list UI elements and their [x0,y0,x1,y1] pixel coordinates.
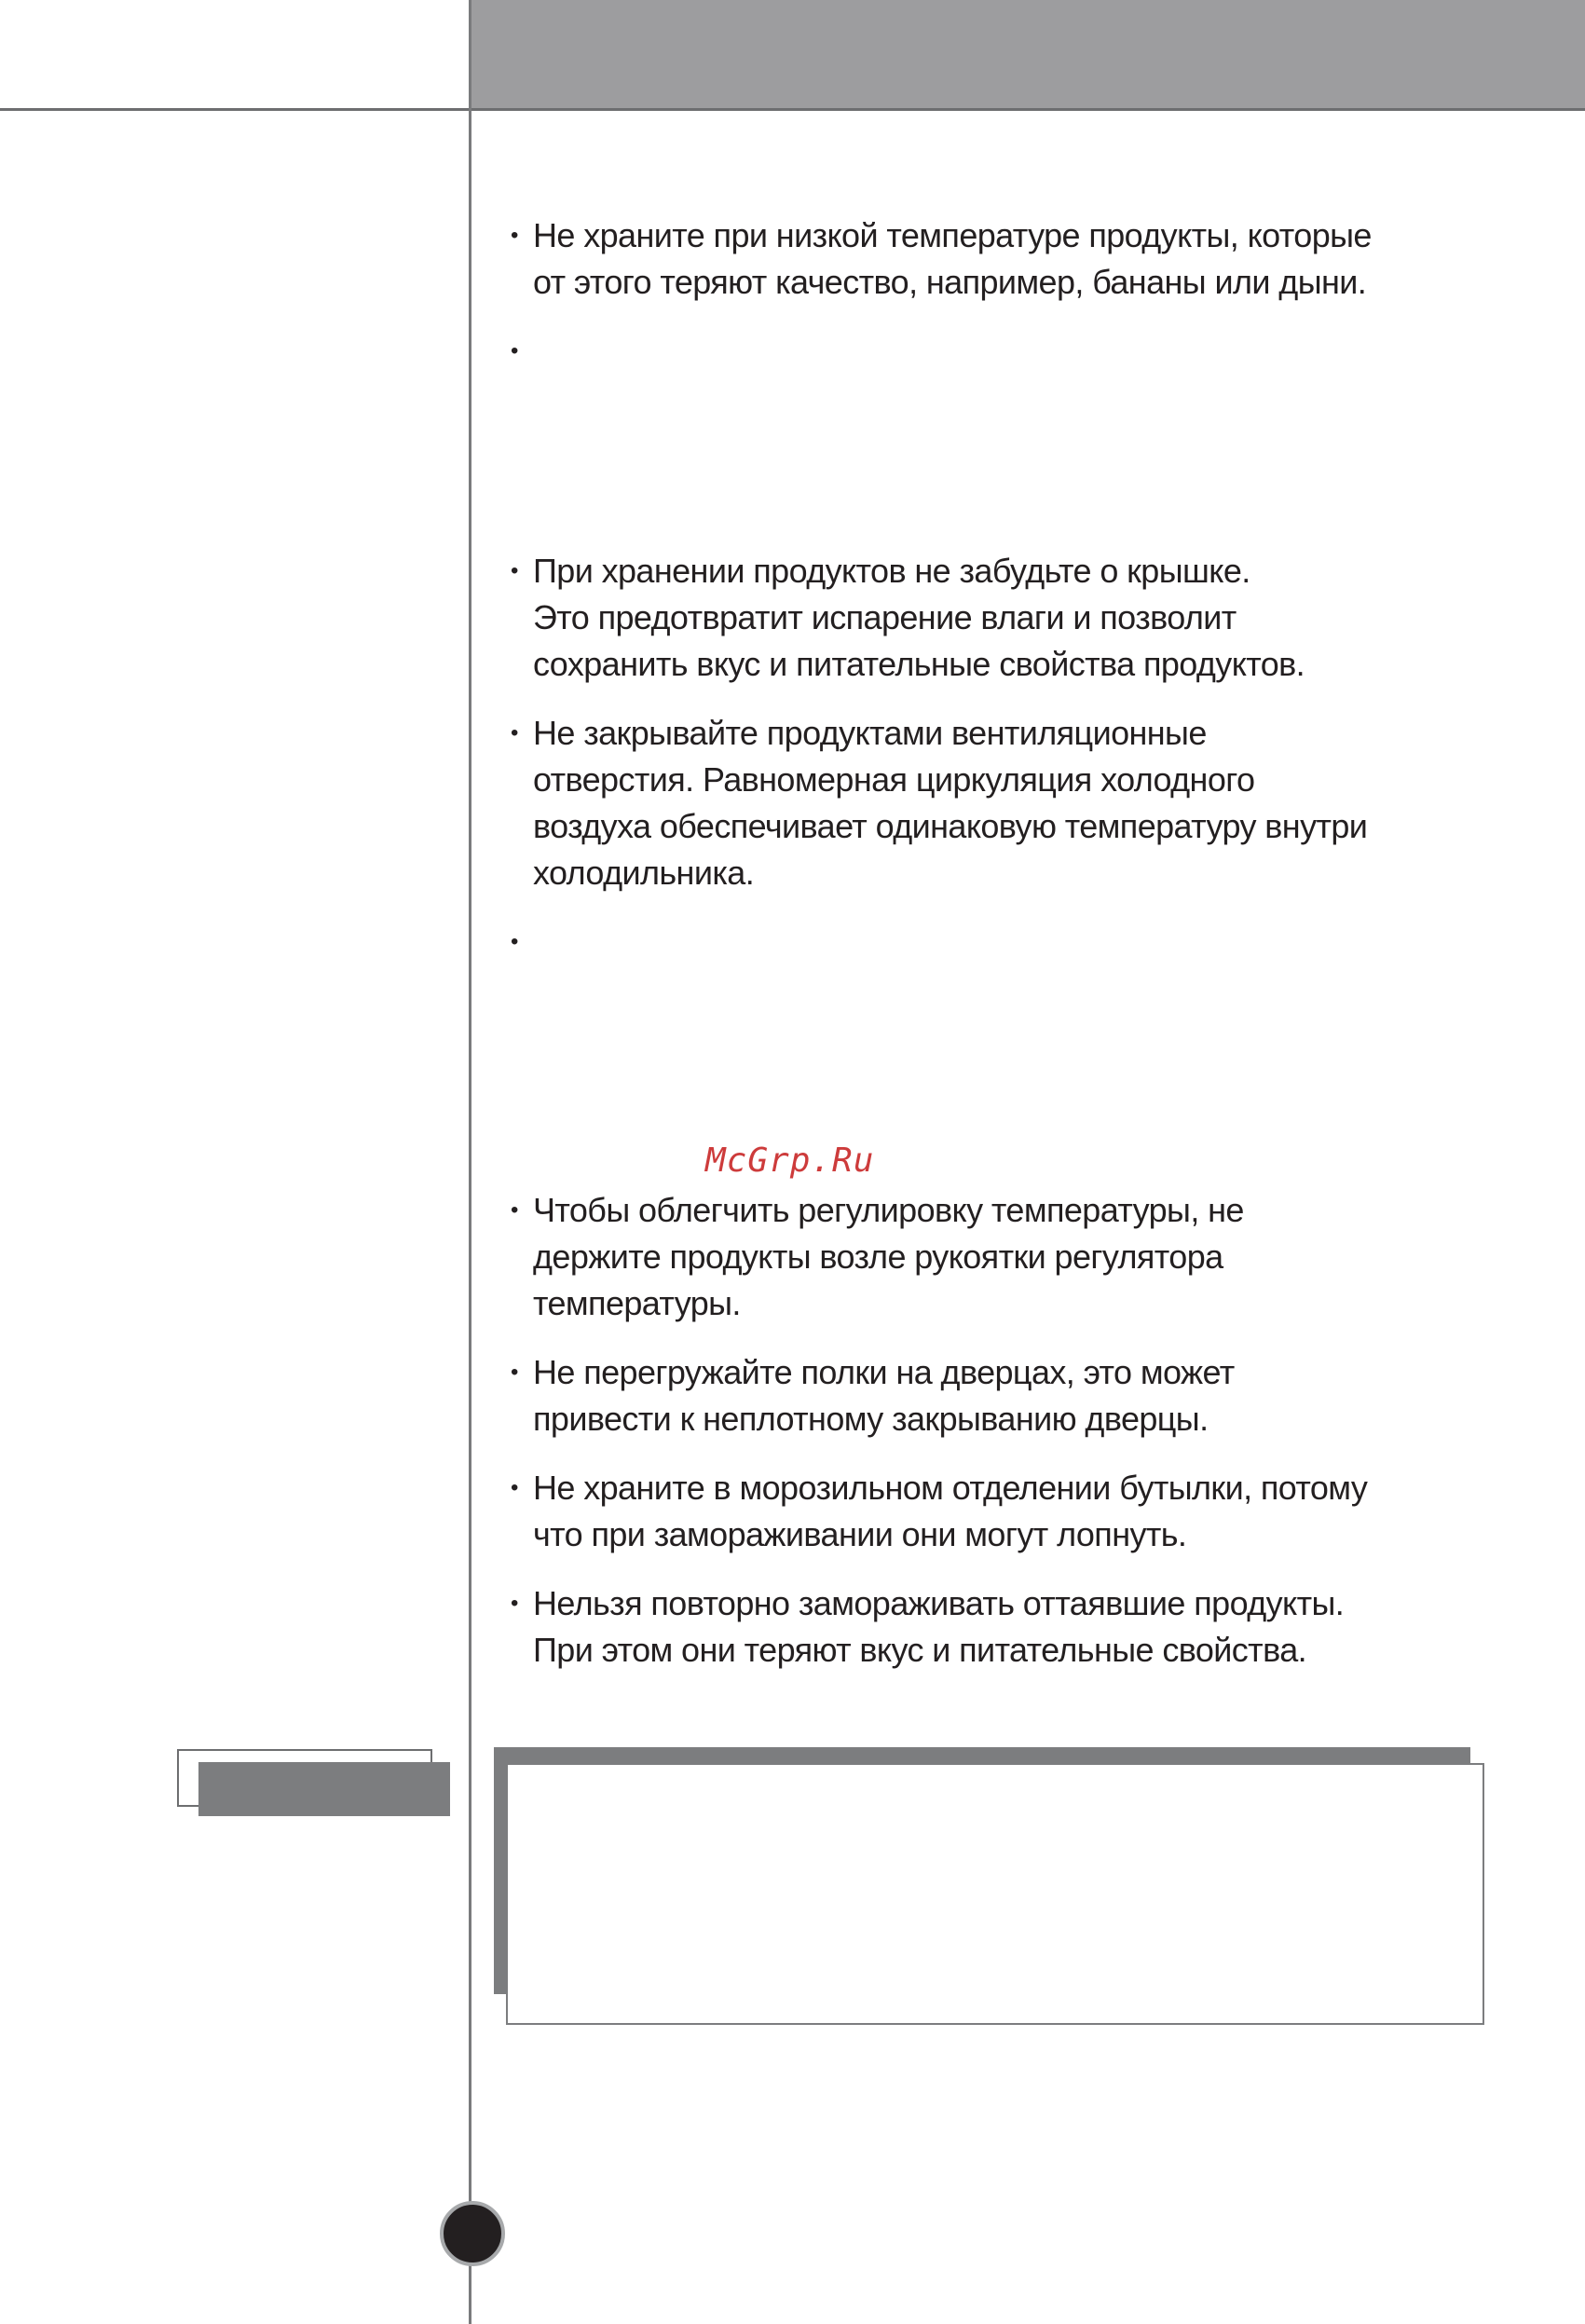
bullet-item-empty [511,328,1461,375]
watermark: McGrp.Ru [705,1141,875,1180]
bullet-item: • Не храните при низкой температуре продукты, которые от этого теряют качество, например, бананы или дыни. [511,212,1461,306]
bullet-item-empty [511,919,1461,965]
side-label-box [198,1762,450,1816]
header-rule [0,108,1585,111]
bullet-item: • При хранении продуктов не забудьте о крышке. Это предотвратит испарение влаги и позволит сохранить вкус и питательные свойства продуктов. [511,548,1461,688]
vertical-rule [469,0,471,2324]
note-box [506,1763,1484,2025]
bullet-item: • Не перегружайте полки на дверцах, это может привести к неплотному закрыванию дверцы. [511,1349,1461,1442]
bullet-item: • Не храните в морозильном отделении бутылки, потому что при замораживании они могут лопнуть. [511,1465,1461,1558]
content-column [511,212,1461,988]
bullet-item: • Нельзя повторно замораживать оттаявшие продукты. При этом они теряют вкус и питательные свойства. [511,1580,1461,1674]
content-column-lower [511,1187,1461,1696]
spacer [511,397,1461,548]
header-bar [471,0,1585,108]
bullet-item: • Не закрывайте продуктами вентиляционные отверстия. Равномерная циркуляция холодного воздуха обеспечивает одинаковую температуру внутри холодильника. [511,710,1461,896]
page-number-dot [440,2201,505,2266]
bullet-item: • Чтобы облегчить регулировку температуры, не держите продукты возле рукоятки регулятора температуры. [511,1187,1461,1327]
